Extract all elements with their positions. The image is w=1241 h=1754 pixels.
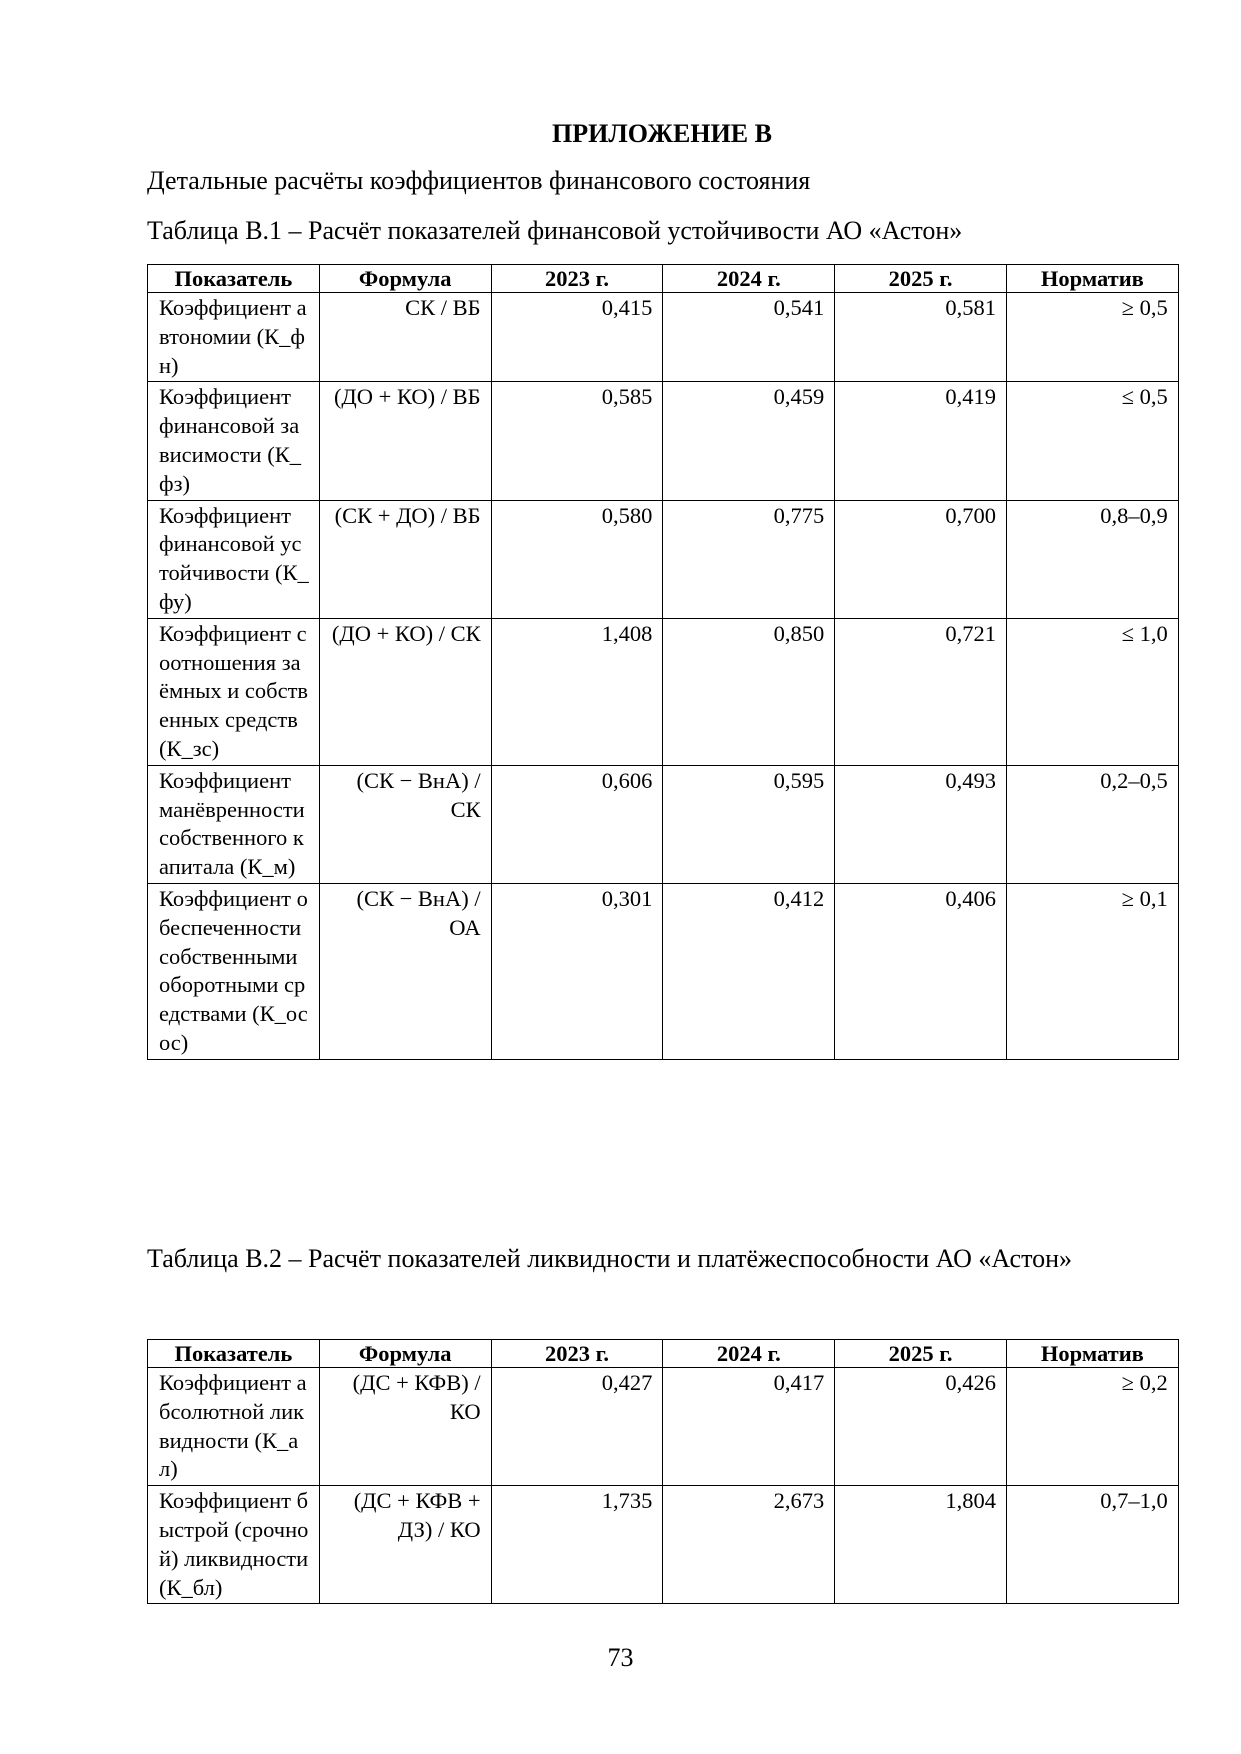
norm-cell: ≥ 0,1 [1006,883,1178,1059]
value-2025-cell: 0,406 [835,883,1007,1059]
norm-cell: 0,2–0,5 [1006,765,1178,883]
value-2025-cell: 0,700 [835,500,1007,618]
norm-cell: ≥ 0,2 [1006,1368,1178,1486]
header-2023: 2023 г. [491,1340,663,1368]
indicator-cell: Коэффициент абсолютной ликвидности (К_ал) [148,1368,320,1486]
indicator-cell: Коэффициент автономии (К_фн) [148,293,320,382]
table-row [148,883,1179,1059]
header-norm: Норматив [1006,265,1178,293]
formula-cell: (СК + ДО) / ВБ [319,500,491,618]
table-header-row [148,1340,1179,1368]
value-2025-cell: 0,426 [835,1368,1007,1486]
appendix-subtitle: Детальные расчёты коэффициентов финансового состояния [147,166,811,195]
header-2024: 2024 г. [663,265,835,293]
indicator-cell: Коэффициент финансовой устойчивости (К_фу) [148,500,320,618]
table-row [148,1368,1179,1486]
norm-cell: 0,8–0,9 [1006,500,1178,618]
table-row [148,618,1179,765]
value-2024-cell: 0,459 [663,382,835,500]
appendix-heading: ПРИЛОЖЕНИЕ В [552,119,772,148]
header-formula: Формула [319,1340,491,1368]
value-2023-cell: 0,606 [491,765,663,883]
value-2024-cell: 0,595 [663,765,835,883]
table-row [148,500,1179,618]
liquidity-table [147,1339,1179,1604]
value-2025-cell: 0,581 [835,293,1007,382]
norm-cell: 0,7–1,0 [1006,1486,1178,1604]
value-2023-cell: 0,585 [491,382,663,500]
formula-cell: (ДС + КФВ + ДЗ) / КО [319,1486,491,1604]
header-2023: 2023 г. [491,265,663,293]
value-2024-cell: 0,775 [663,500,835,618]
value-2024-cell: 0,850 [663,618,835,765]
formula-cell: СК / ВБ [319,293,491,382]
table-row [148,382,1179,500]
value-2024-cell: 2,673 [663,1486,835,1604]
value-2023-cell: 0,580 [491,500,663,618]
header-2025: 2025 г. [835,265,1007,293]
value-2023-cell: 0,415 [491,293,663,382]
value-2023-cell: 1,735 [491,1486,663,1604]
value-2023-cell: 1,408 [491,618,663,765]
header-indicator: Показатель [148,265,320,293]
value-2025-cell: 0,493 [835,765,1007,883]
financial-stability-table [147,264,1179,1060]
value-2025-cell: 1,804 [835,1486,1007,1604]
value-2025-cell: 0,419 [835,382,1007,500]
value-2025-cell: 0,721 [835,618,1007,765]
indicator-cell: Коэффициент манёвренности собственного капитала (К_м) [148,765,320,883]
table-row [148,293,1179,382]
formula-cell: (ДО + КО) / СК [319,618,491,765]
header-2024: 2024 г. [663,1340,835,1368]
page-number: 73 [607,1643,634,1672]
header-indicator: Показатель [148,1340,320,1368]
value-2023-cell: 0,301 [491,883,663,1059]
indicator-cell: Коэффициент обеспеченности собственными оборотными средствами (К_осос) [148,883,320,1059]
table2-caption: Таблица В.2 – Расчёт показателей ликвидности и платёжеспособности АО «Астон» [147,1244,1073,1273]
header-norm: Норматив [1006,1340,1178,1368]
value-2023-cell: 0,427 [491,1368,663,1486]
formula-cell: (СК − ВнА) / ОА [319,883,491,1059]
header-formula: Формула [319,265,491,293]
norm-cell: ≤ 0,5 [1006,382,1178,500]
value-2024-cell: 0,412 [663,883,835,1059]
value-2024-cell: 0,417 [663,1368,835,1486]
indicator-cell: Коэффициент быстрой (срочной) ликвидности (К_бл) [148,1486,320,1604]
header-2025: 2025 г. [835,1340,1007,1368]
formula-cell: (ДО + КО) / ВБ [319,382,491,500]
table1-caption: Таблица В.1 – Расчёт показателей финансовой устойчивости АО «Астон» [147,216,963,245]
table-row [148,765,1179,883]
value-2024-cell: 0,541 [663,293,835,382]
table-header-row [148,265,1179,293]
formula-cell: (СК − ВнА) / СК [319,765,491,883]
formula-cell: (ДС + КФВ) / КО [319,1368,491,1486]
indicator-cell: Коэффициент финансовой зависимости (К_фз) [148,382,320,500]
norm-cell: ≤ 1,0 [1006,618,1178,765]
norm-cell: ≥ 0,5 [1006,293,1178,382]
table-row [148,1486,1179,1604]
indicator-cell: Коэффициент соотношения заёмных и собственных средств (К_зс) [148,618,320,765]
